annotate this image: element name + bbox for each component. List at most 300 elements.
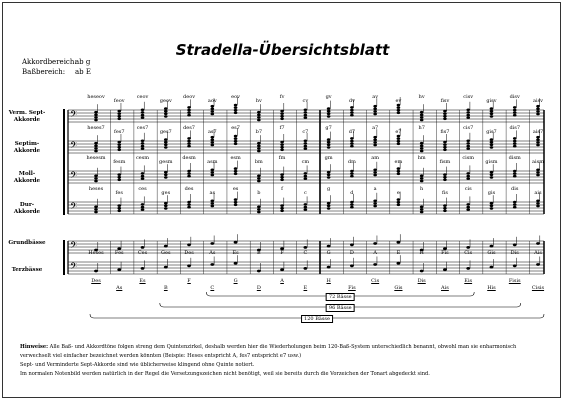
- septim-chord-label: gis7: [486, 129, 497, 135]
- terzbass-label: Dis: [417, 278, 426, 284]
- grundbass-label: Ais: [534, 250, 542, 256]
- septim-chord-label: h7: [418, 125, 425, 131]
- page-title: Stradella-Übersichtsblatt: [175, 41, 390, 59]
- dur-chord-label: as: [209, 190, 216, 196]
- chord-notehead: [443, 149, 447, 152]
- terzbass-label: D: [256, 285, 261, 291]
- chord-notehead: [187, 137, 191, 140]
- dur-chord-label: f: [281, 186, 284, 192]
- dur-chord-label: a: [373, 186, 377, 192]
- moll-chord-label: hesesm: [86, 155, 106, 161]
- chord-notehead: [211, 141, 215, 144]
- chord-notehead: [513, 142, 517, 145]
- bass-notehead: [513, 264, 517, 267]
- chord-notehead: [234, 109, 238, 112]
- chord-notehead: [443, 179, 447, 182]
- moll-chord-label: gesm: [159, 159, 173, 165]
- chord-notehead: [211, 202, 215, 205]
- verm-chord-label: heseov: [87, 94, 105, 100]
- chord-notehead: [141, 203, 145, 206]
- chord-notehead: [490, 141, 494, 144]
- chord-notehead: [466, 175, 470, 178]
- chord-notehead: [536, 113, 540, 116]
- chord-notehead: [257, 147, 261, 150]
- grundbass-label: A: [373, 250, 377, 256]
- chord-notehead: [513, 206, 517, 209]
- row-label-septim-line1: Septim-: [14, 141, 40, 147]
- chord-notehead: [141, 109, 145, 112]
- chord-notehead: [373, 141, 377, 144]
- chord-notehead: [117, 179, 121, 182]
- chord-notehead: [257, 119, 261, 122]
- chord-notehead: [373, 113, 377, 116]
- chord-notehead: [304, 175, 308, 178]
- chord-notehead: [420, 177, 424, 180]
- chord-notehead: [536, 171, 540, 174]
- chord-notehead: [350, 140, 354, 143]
- chord-notehead: [490, 115, 494, 118]
- chord-notehead: [117, 176, 121, 179]
- bass-notehead: [164, 245, 168, 248]
- septim-chord-label: d7: [348, 129, 356, 135]
- bass-notehead: [420, 270, 424, 273]
- chord-notehead: [94, 150, 98, 153]
- bass-notehead: [443, 268, 447, 271]
- grundbass-label: Fis: [441, 250, 449, 256]
- moll-chord-label: cism: [462, 155, 475, 161]
- verm-chord-label: fv: [279, 94, 285, 100]
- row-label-terz-text: Terzbässe: [11, 267, 43, 273]
- chord-notehead: [304, 145, 308, 148]
- bass-notehead: [141, 246, 145, 249]
- chord-notehead: [280, 146, 284, 149]
- moll-chord-label: dism: [508, 155, 521, 161]
- chord-notehead: [350, 111, 354, 114]
- chord-notehead: [211, 105, 215, 108]
- chord-notehead: [234, 137, 238, 140]
- terzbass-label: Cisis: [531, 285, 545, 291]
- chord-notehead: [304, 140, 308, 143]
- chord-notehead: [327, 144, 331, 147]
- chord-notehead: [280, 112, 284, 115]
- septim-chord-label: g7: [325, 125, 332, 131]
- chord-notehead: [94, 111, 98, 114]
- verm-chord-label: ceov: [136, 94, 149, 100]
- chord-notehead: [490, 110, 494, 113]
- chord-notehead: [211, 139, 215, 142]
- chord-notehead: [327, 174, 331, 177]
- moll-chord-label: gism: [485, 159, 498, 165]
- chord-notehead: [490, 146, 494, 149]
- grundbass-label: Fes: [114, 250, 124, 256]
- septim-chord-label: des7: [183, 125, 196, 131]
- chord-notehead: [280, 179, 284, 182]
- terzbass-label: Des: [91, 278, 101, 284]
- chord-notehead: [211, 205, 215, 208]
- chord-notehead: [234, 140, 238, 143]
- bass-clef-icon: 𝄢: [70, 170, 78, 183]
- chord-notehead: [397, 198, 401, 201]
- chord-notehead: [443, 115, 447, 118]
- bass-notehead: [397, 241, 401, 244]
- chord-notehead: [304, 116, 308, 119]
- chord-notehead: [304, 206, 308, 209]
- chord-notehead: [234, 198, 238, 201]
- chord-notehead: [94, 180, 98, 183]
- chord-notehead: [257, 206, 261, 209]
- chord-notehead: [304, 172, 308, 175]
- bass-clef-icon: 𝄢: [70, 201, 78, 214]
- septim-chord-label: a7: [372, 125, 379, 131]
- chord-notehead: [234, 167, 238, 170]
- bass-range-value: ab E: [75, 68, 91, 76]
- chord-notehead: [94, 145, 98, 148]
- chord-notehead: [350, 109, 354, 112]
- chord-notehead: [350, 170, 354, 173]
- chord-notehead: [466, 140, 470, 143]
- chord-notehead: [94, 116, 98, 119]
- chord-notehead: [141, 208, 145, 211]
- chord-notehead: [420, 150, 424, 153]
- chord-notehead: [490, 176, 494, 179]
- chord-notehead: [373, 202, 377, 205]
- chord-notehead: [397, 143, 401, 146]
- dur-chord-label: heses: [88, 186, 104, 192]
- verm-chord-label: aisv: [533, 98, 543, 104]
- chord-notehead: [141, 147, 145, 150]
- grundbass-label: Gis: [487, 250, 496, 256]
- chord-notehead: [350, 172, 354, 175]
- terzbass-label: Fisis: [508, 278, 521, 284]
- chord-notehead: [257, 116, 261, 119]
- terzbass-label: G: [233, 278, 238, 284]
- chord-notehead: [304, 142, 308, 145]
- chord-notehead: [466, 142, 470, 145]
- terzbass-label: Cis: [371, 278, 380, 284]
- chord-notehead: [397, 135, 401, 138]
- bass-notehead: [187, 264, 191, 267]
- septim-chord-label: f7: [279, 125, 285, 131]
- chord-notehead: [164, 107, 168, 110]
- chord-notehead: [257, 208, 261, 211]
- row-label-septim-line2: Akkorde: [13, 148, 41, 154]
- chord-notehead: [420, 180, 424, 183]
- chord-notehead: [94, 206, 98, 209]
- grundbass-label: E: [396, 250, 401, 256]
- grundbass-label: Ges: [161, 250, 171, 256]
- moll-chord-label: asm: [207, 159, 218, 165]
- chord-notehead: [350, 175, 354, 178]
- chord-notehead: [350, 142, 354, 145]
- chord-notehead: [327, 207, 331, 210]
- chord-notehead: [420, 211, 424, 214]
- dur-chord-label: h: [420, 186, 424, 192]
- chord-notehead: [373, 144, 377, 147]
- row-label-verm-line2: Akkorde: [13, 117, 41, 123]
- chord-notehead: [420, 111, 424, 114]
- chord-notehead: [280, 143, 284, 146]
- bass-notehead: [536, 242, 540, 245]
- chord-notehead: [164, 115, 168, 118]
- chord-notehead: [397, 170, 401, 173]
- chord-notehead: [234, 204, 238, 207]
- chord-notehead: [466, 114, 470, 117]
- chord-notehead: [187, 203, 191, 206]
- chord-notehead: [141, 140, 145, 143]
- chord-notehead: [187, 175, 191, 178]
- chord-notehead: [117, 173, 121, 176]
- moll-chord-label: em: [394, 159, 403, 165]
- bracket-label: 96 Bässe: [326, 304, 355, 312]
- chord-notehead: [141, 175, 145, 178]
- chord-notehead: [420, 116, 424, 119]
- akkord-range-value: ab g: [75, 58, 91, 66]
- chord-notehead: [234, 170, 238, 173]
- verm-chord-label: disv: [509, 94, 520, 100]
- chord-notehead: [443, 141, 447, 144]
- bass-notehead: [210, 263, 214, 266]
- verm-chord-label: fisv: [440, 98, 450, 104]
- chord-notehead: [397, 109, 401, 112]
- chord-notehead: [420, 147, 424, 150]
- chord-notehead: [117, 204, 121, 207]
- chord-notehead: [117, 110, 121, 113]
- terzbass-label: B: [163, 285, 168, 291]
- chord-notehead: [373, 200, 377, 203]
- footnote-line-4: Im normalen Notenbild werden natürlich in der Regel die Versetzungszeichen nicht benötigt, weil sie bereits durch die Vorzeichen der Tonart abgedeckt sind.: [20, 371, 430, 377]
- dur-chord-label: b: [257, 190, 261, 196]
- bass-notehead: [513, 243, 517, 246]
- chord-notehead: [187, 145, 191, 148]
- moll-chord-label: cesm: [135, 155, 150, 161]
- bass-notehead: [303, 267, 307, 270]
- septim-chord-label: fes7: [113, 129, 125, 135]
- chord-notehead: [513, 145, 517, 148]
- chord-notehead: [234, 112, 238, 115]
- terzbass-label: Ais: [441, 285, 449, 291]
- chord-notehead: [350, 114, 354, 117]
- grundbass-label: H: [419, 250, 424, 256]
- chord-notehead: [164, 110, 168, 113]
- chord-notehead: [466, 208, 470, 211]
- chord-notehead: [257, 114, 261, 117]
- chord-notehead: [117, 210, 121, 213]
- chord-notehead: [373, 169, 377, 172]
- bass-notehead: [350, 264, 354, 267]
- chord-notehead: [490, 174, 494, 177]
- chord-notehead: [397, 201, 401, 204]
- chord-notehead: [257, 145, 261, 148]
- grundbass-label: D: [349, 250, 354, 256]
- bass-notehead: [327, 266, 331, 269]
- verm-chord-label: deov: [183, 94, 196, 100]
- chord-notehead: [513, 175, 517, 178]
- chord-notehead: [304, 177, 308, 180]
- chord-notehead: [420, 142, 424, 145]
- chord-notehead: [187, 111, 191, 114]
- chord-notehead: [420, 175, 424, 178]
- chord-notehead: [397, 106, 401, 109]
- grundbass-label: B: [256, 250, 261, 256]
- chord-notehead: [327, 110, 331, 113]
- row-label-dur-line1: Dur-: [19, 202, 35, 208]
- chord-notehead: [304, 114, 308, 117]
- chord-notehead: [420, 114, 424, 117]
- chord-notehead: [141, 142, 145, 145]
- moll-chord-label: hm: [417, 155, 426, 161]
- chord-notehead: [211, 174, 215, 177]
- moll-chord-label: fm: [278, 155, 286, 161]
- chord-notehead: [280, 110, 284, 113]
- bass-notehead: [397, 262, 401, 265]
- chord-notehead: [350, 203, 354, 206]
- chord-notehead: [420, 145, 424, 148]
- grundbass-label: As: [209, 250, 216, 256]
- chord-notehead: [443, 173, 447, 176]
- chord-notehead: [536, 108, 540, 111]
- chord-notehead: [490, 205, 494, 208]
- dur-chord-label: gis: [487, 190, 496, 196]
- bass-notehead: [94, 270, 98, 273]
- bracket-label: 72 Bässe: [326, 293, 355, 301]
- moll-chord-label: am: [371, 155, 380, 161]
- chord-notehead: [536, 110, 540, 113]
- chord-notehead: [280, 207, 284, 210]
- bass-notehead: [373, 263, 377, 266]
- chord-notehead: [373, 105, 377, 108]
- moll-chord-label: esm: [230, 155, 241, 161]
- dur-chord-label: fis: [441, 190, 448, 196]
- chord-notehead: [443, 118, 447, 121]
- septim-chord-label: dis7: [509, 125, 521, 131]
- bass-notehead: [257, 270, 261, 273]
- chord-notehead: [513, 111, 517, 114]
- chord-notehead: [304, 203, 308, 206]
- chord-notehead: [466, 109, 470, 112]
- chord-notehead: [397, 204, 401, 207]
- chord-notehead: [420, 119, 424, 122]
- row-label-moll-line1: Moll-: [18, 171, 36, 177]
- chord-notehead: [164, 176, 168, 179]
- chord-notehead: [350, 145, 354, 148]
- grundbass-label: G: [326, 250, 331, 256]
- chord-notehead: [117, 118, 121, 121]
- chord-notehead: [397, 104, 401, 107]
- chord-notehead: [234, 143, 238, 146]
- chord-notehead: [420, 206, 424, 209]
- verm-chord-label: cisv: [463, 94, 474, 100]
- chord-notehead: [513, 114, 517, 117]
- chord-notehead: [443, 207, 447, 210]
- dur-chord-label: d: [350, 190, 354, 196]
- chord-notehead: [234, 173, 238, 176]
- bass-range-label: Baßbereich:: [22, 68, 66, 76]
- bass-notehead: [490, 245, 494, 248]
- chord-notehead: [211, 144, 215, 147]
- grundbass-label: Des: [184, 250, 194, 256]
- chord-notehead: [141, 116, 145, 119]
- chord-notehead: [443, 146, 447, 149]
- chord-notehead: [397, 173, 401, 176]
- footnote-head: Hinweise:: [20, 344, 49, 350]
- terzbass-label: Gis: [394, 285, 403, 291]
- chord-notehead: [536, 141, 540, 144]
- bass-clef-icon: 𝄢: [70, 140, 78, 153]
- verm-chord-label: hv: [255, 98, 262, 104]
- chord-notehead: [164, 205, 168, 208]
- chord-notehead: [164, 113, 168, 116]
- bass-clef-icon: 𝄢: [70, 240, 78, 253]
- chord-notehead: [536, 169, 540, 172]
- bass-notehead: [280, 268, 284, 271]
- chord-notehead: [187, 109, 191, 112]
- chord-notehead: [327, 176, 331, 179]
- dur-chord-label: ces: [138, 186, 147, 192]
- terzbass-label: F: [187, 278, 191, 284]
- chord-notehead: [211, 108, 215, 111]
- dur-chord-label: dis: [511, 186, 519, 192]
- chord-notehead: [141, 145, 145, 148]
- chord-notehead: [304, 208, 308, 211]
- moll-chord-label: fism: [439, 159, 451, 165]
- grundbass-label: Heses: [88, 250, 104, 256]
- chord-notehead: [536, 205, 540, 208]
- chord-notehead: [280, 176, 284, 179]
- chord-notehead: [373, 108, 377, 111]
- chord-notehead: [94, 119, 98, 122]
- bracket-label: 120 Bässe: [301, 315, 333, 323]
- terzbass-label: A: [280, 278, 284, 284]
- chord-notehead: [513, 137, 517, 140]
- chord-notehead: [257, 111, 261, 114]
- chord-notehead: [420, 208, 424, 211]
- bass-notehead: [164, 266, 168, 269]
- chord-notehead: [94, 147, 98, 150]
- chord-notehead: [466, 147, 470, 150]
- chord-notehead: [141, 177, 145, 180]
- row-label-dur-line2: Akkorde: [13, 209, 41, 215]
- chord-notehead: [536, 200, 540, 203]
- verm-chord-label: gisv: [486, 98, 497, 104]
- bass-notehead: [303, 246, 307, 249]
- chord-notehead: [443, 143, 447, 146]
- bass-notehead: [117, 268, 121, 271]
- verm-chord-label: dv: [348, 98, 355, 104]
- verm-chord-label: gv: [325, 94, 332, 100]
- dur-chord-label: fes: [115, 190, 123, 196]
- septim-chord-label: ais7: [532, 129, 544, 135]
- bass-notehead: [350, 243, 354, 246]
- chord-notehead: [94, 175, 98, 178]
- grundbass-label: C: [303, 250, 308, 256]
- chord-notehead: [373, 139, 377, 142]
- chord-notehead: [187, 114, 191, 117]
- moll-chord-label: dm: [347, 159, 356, 165]
- chord-notehead: [94, 211, 98, 214]
- chord-notehead: [117, 149, 121, 152]
- verm-chord-label: ev: [395, 98, 402, 104]
- bass-notehead: [234, 262, 238, 265]
- chord-notehead: [327, 107, 331, 110]
- septim-chord-label: as7: [207, 129, 217, 135]
- verm-chord-label: eov: [231, 94, 240, 100]
- terzbass-label: His: [487, 285, 496, 291]
- terzbass-label: As: [116, 285, 123, 291]
- chord-notehead: [187, 172, 191, 175]
- verm-chord-label: hv: [418, 94, 425, 100]
- chord-notehead: [466, 111, 470, 114]
- bass-clef-icon: 𝄢: [70, 261, 78, 274]
